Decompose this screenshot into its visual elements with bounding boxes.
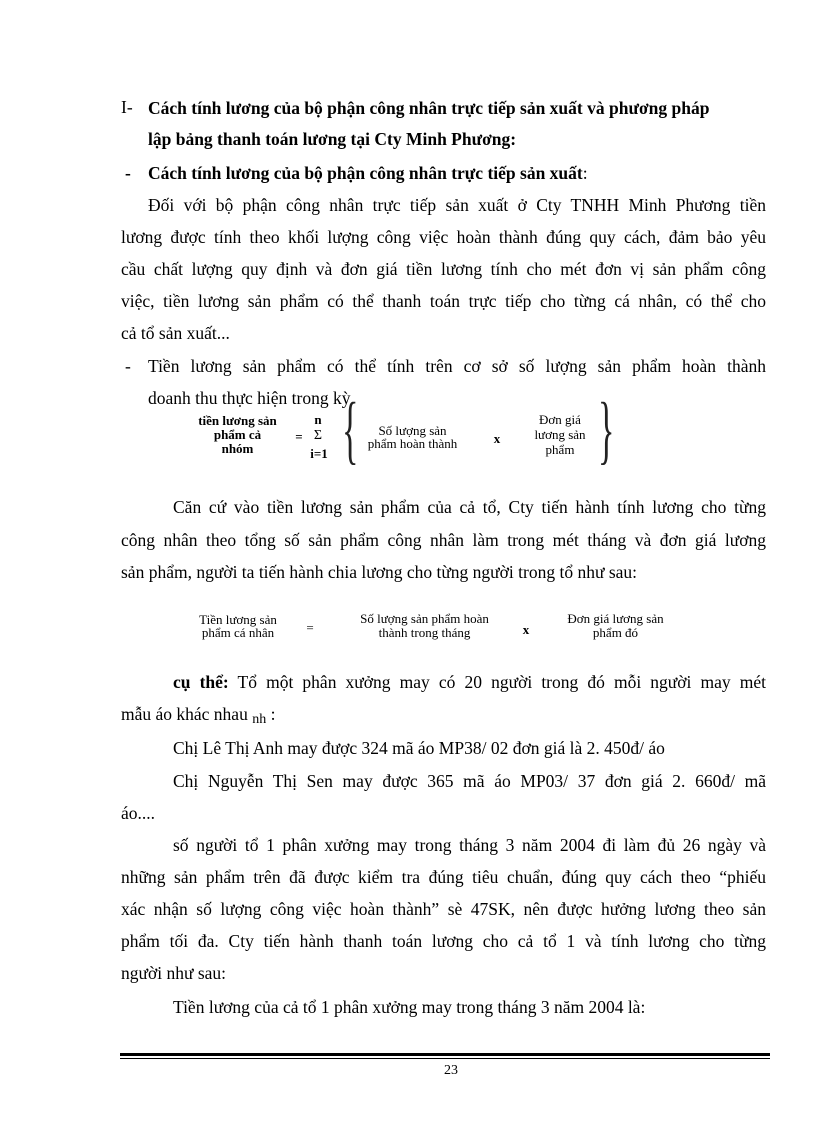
- example-person-1: Chị Lê Thị Anh may được 324 mã áo MP38/ 02 đơn giá là 2. 450đ/ áo: [173, 738, 665, 758]
- formula1-left-brace: {: [342, 388, 359, 472]
- paragraph1-line-2: lương được tính theo khối lượng công việc hoàn thành đúng quy cách, đảm bảo yêu: [121, 227, 766, 247]
- formula1-lhs-2: phẩm cả: [213, 427, 262, 442]
- example-person-2-line-2: áo....: [121, 803, 156, 823]
- formula1-term1-1: Số lượng sản: [378, 423, 447, 438]
- formula1-term1-2: phẩm hoàn thành: [367, 436, 458, 451]
- paragraph1-line-1: Đối với bộ phận công nhân trực tiếp sản xuất ở Cty TNHH Minh Phương tiền: [148, 195, 766, 215]
- heading-line-2: lập bảng thanh toán lương tại Cty Minh Phương:: [148, 129, 517, 149]
- example-line-2-small: nh: [252, 712, 267, 727]
- formula1-term2-1: Đơn giá: [539, 412, 581, 427]
- paragraph1-line-3: cầu chất lượng quy định và đơn giá tiền lương tính cho mét đơn vị sản phẩm công: [121, 259, 766, 279]
- formula2-times: x: [522, 622, 530, 637]
- formula1-sum-top: n: [314, 412, 322, 427]
- example-line-1: [173, 671, 766, 693]
- formula2-term2-1: Đơn giá lương sản: [567, 611, 664, 626]
- formula2-equals: =: [306, 620, 314, 635]
- formula1-lhs-3: nhóm: [221, 441, 254, 456]
- example-label: cụ thể:: [173, 672, 229, 692]
- paragraph3-line-2: những sản phẩm trên đã được kiểm tra đúng tiêu chuẩn, đúng quy cách theo “phiếu: [121, 867, 766, 887]
- formula2-lhs-2: phẩm cá nhân: [201, 625, 275, 640]
- paragraph3-line-5: người như sau:: [121, 963, 227, 983]
- formula2-term1-1: Số lượng sản phẩm hoàn: [360, 611, 489, 626]
- paragraph2-line-3: sản phẩm, người ta tiến hành chia lương cho từng người trong tổ như sau:: [121, 562, 638, 582]
- formula2-term2-2: phẩm đó: [592, 625, 639, 640]
- formula1-term2-2: lương sản: [534, 427, 586, 442]
- formula1-lhs-1: tiền lương sản: [198, 413, 277, 428]
- subheading-colon: :: [582, 163, 588, 183]
- example-line-2-end: :: [270, 704, 276, 724]
- paragraph3-line-4: phẩm tối đa. Cty tiến hành thanh toán lương cho cả tổ 1 và tính lương cho từng: [121, 931, 766, 951]
- paragraph1-line-4: việc, tiền lương sản phẩm có thể thanh toán trực tiếp cho từng cá nhân, có thể cho: [121, 291, 766, 311]
- heading-marker: I-: [121, 97, 133, 117]
- formula1-equals: =: [295, 429, 303, 444]
- footer-rule-thin: [120, 1058, 770, 1059]
- bullet2-marker: -: [125, 356, 131, 376]
- example-line-1-rest: Tổ một phân xưởng may có 20 người trong đó mỗi người may mét: [228, 672, 766, 692]
- heading-line-1: Cách tính lương của bộ phận công nhân trực tiếp sản xuất và phương pháp: [148, 98, 710, 118]
- page-number: 23: [444, 1063, 458, 1078]
- subheading-marker: -: [125, 163, 131, 183]
- formula2-term1-2: thành trong tháng: [378, 625, 471, 640]
- formula1-term2-3: phẩm: [545, 442, 575, 457]
- paragraph3-line-3: xác nhận số lượng công việc hoàn thành” sè 47SK, nên được hưởng lương theo sản: [121, 899, 766, 919]
- formula1-sum-symbol: Σ: [313, 428, 323, 443]
- example-person-2-line-1: Chị Nguyễn Thị Sen may được 365 mã áo MP03/ 37 đơn giá 2. 660đ/ mã: [173, 771, 766, 791]
- subheading: [148, 162, 588, 184]
- subheading-text: Cách tính lương của bộ phận công nhân trực tiếp sản xuất: [148, 163, 583, 183]
- formula1-times: x: [493, 431, 501, 446]
- bullet2-line-1: Tiền lương sản phẩm có thể tính trên cơ sở số lượng sản phẩm hoàn thành: [148, 356, 766, 376]
- example-line-2-text: mẫu áo khác nhau: [121, 704, 248, 724]
- paragraph3-line-1: số người tổ 1 phân xưởng may trong tháng 3 năm 2004 đi làm đủ 26 ngày và: [173, 835, 766, 855]
- formula1-right-brace: }: [598, 388, 615, 472]
- paragraph2-line-1: Căn cứ vào tiền lương sản phẩm của cả tổ, Cty tiến hành tính lương cho từng: [173, 497, 766, 517]
- paragraph2-line-2: công nhân theo tổng số sản phẩm công nhân làm trong mét tháng và đơn giá lương: [121, 530, 766, 550]
- paragraph1-line-5: cả tổ sản xuất...: [121, 323, 230, 343]
- formula1-sum-bottom: i=1: [310, 446, 328, 461]
- footer-rule-thick: [120, 1053, 770, 1056]
- formula2-lhs-1: Tiền lương sản: [199, 612, 277, 627]
- bullet2-line-2: doanh thu thực hiện trong kỳ.: [148, 388, 355, 408]
- closing-line: Tiền lương của cả tổ 1 phân xưởng may trong tháng 3 năm 2004 là:: [173, 997, 646, 1017]
- example-line-2: [121, 703, 275, 728]
